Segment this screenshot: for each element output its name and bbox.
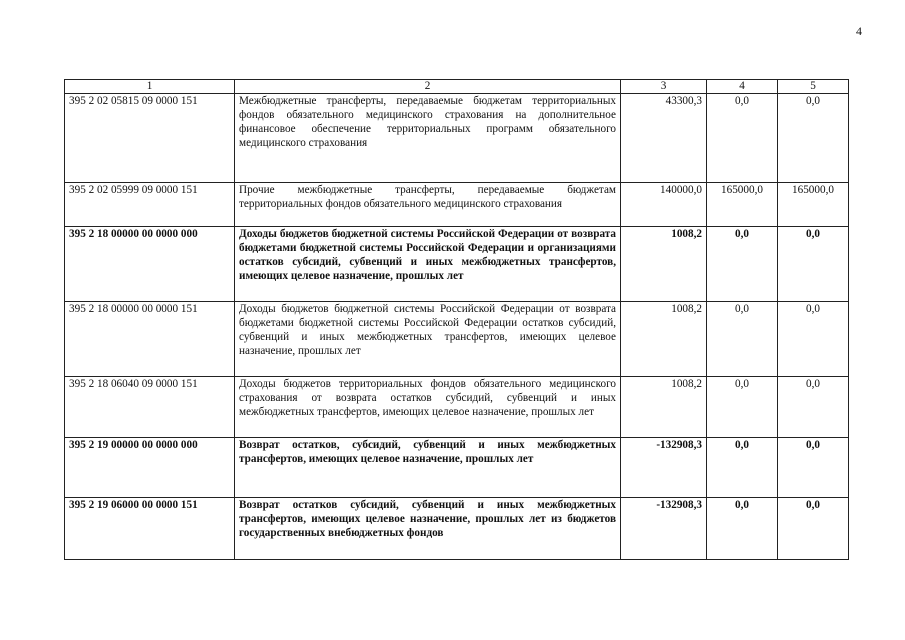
table-row: [65, 227, 849, 302]
table-row: [65, 183, 849, 227]
column-header-2: 2: [235, 80, 621, 94]
value-cell-4: 0,0: [707, 498, 778, 560]
budget-table: [64, 79, 849, 560]
column-header-3: 3: [621, 80, 707, 94]
description-cell: Доходы бюджетов территориальных фондов обязательного медицинского страхования от возврата остатков субсидий, субвенций и иных межбюджетных трансфертов, имеющих целевое назначение, прошлых лет: [235, 377, 621, 438]
table-row: [65, 302, 849, 377]
code-cell: 395 2 18 00000 00 0000 151: [65, 302, 235, 377]
value-cell-5: 0,0: [778, 498, 849, 560]
value-cell-5: 0,0: [778, 227, 849, 302]
description-cell: Межбюджетные трансферты, передаваемые бюджетам территориальных фондов обязательного медицинского страхования на дополнительное финансовое обеспечение территориальных программ обязательного медицинского страхования: [235, 94, 621, 183]
value-cell-3: -132908,3: [621, 438, 707, 498]
value-cell-5: 165000,0: [778, 183, 849, 227]
column-header-5: 5: [778, 80, 849, 94]
description-cell: Доходы бюджетов бюджетной системы Российской Федерации от возврата бюджетами бюджетной системы Российской Федерации и организациями остатков субсидий, субвенций и иных межбюджетных трансфертов, имеющих целевое назначение, прошлых лет: [235, 227, 621, 302]
value-cell-5: 0,0: [778, 438, 849, 498]
value-cell-3: 140000,0: [621, 183, 707, 227]
description-cell: Доходы бюджетов бюджетной системы Российской Федерации от возврата бюджетами бюджетной системы Российской Федерации остатков субсидий, субвенций и иных межбюджетных трансфертов, имеющих целевое назначение, прошлых лет: [235, 302, 621, 377]
code-cell: 395 2 18 06040 09 0000 151: [65, 377, 235, 438]
value-cell-4: 0,0: [707, 377, 778, 438]
table-row: [65, 94, 849, 183]
value-cell-5: 0,0: [778, 94, 849, 183]
value-cell-5: 0,0: [778, 302, 849, 377]
value-cell-4: 0,0: [707, 302, 778, 377]
table-row: [65, 438, 849, 498]
value-cell-4: 0,0: [707, 438, 778, 498]
table-row: [65, 377, 849, 438]
code-cell: 395 2 18 00000 00 0000 000: [65, 227, 235, 302]
value-cell-5: 0,0: [778, 377, 849, 438]
value-cell-4: 0,0: [707, 227, 778, 302]
value-cell-4: 0,0: [707, 94, 778, 183]
table-header-row: [65, 80, 849, 94]
description-cell: Возврат остатков, субсидий, субвенций и иных межбюджетных трансфертов, имеющих целевое назначение, прошлых лет: [235, 438, 621, 498]
page-number: 4: [856, 24, 862, 38]
description-cell: Возврат остатков субсидий, субвенций и иных межбюджетных трансфертов, имеющих целевое назначение, прошлых лет из бюджетов государственных внебюджетных фондов: [235, 498, 621, 560]
column-header-1: 1: [65, 80, 235, 94]
table-row: [65, 498, 849, 560]
value-cell-3: 1008,2: [621, 302, 707, 377]
column-header-4: 4: [707, 80, 778, 94]
value-cell-3: 1008,2: [621, 377, 707, 438]
code-cell: 395 2 02 05815 09 0000 151: [65, 94, 235, 183]
value-cell-3: 1008,2: [621, 227, 707, 302]
value-cell-4: 165000,0: [707, 183, 778, 227]
code-cell: 395 2 19 00000 00 0000 000: [65, 438, 235, 498]
value-cell-3: 43300,3: [621, 94, 707, 183]
value-cell-3: -132908,3: [621, 498, 707, 560]
code-cell: 395 2 02 05999 09 0000 151: [65, 183, 235, 227]
description-cell: Прочие межбюджетные трансферты, передаваемые бюджетам территориальных фондов обязательного медицинского страхования: [235, 183, 621, 227]
code-cell: 395 2 19 06000 00 0000 151: [65, 498, 235, 560]
